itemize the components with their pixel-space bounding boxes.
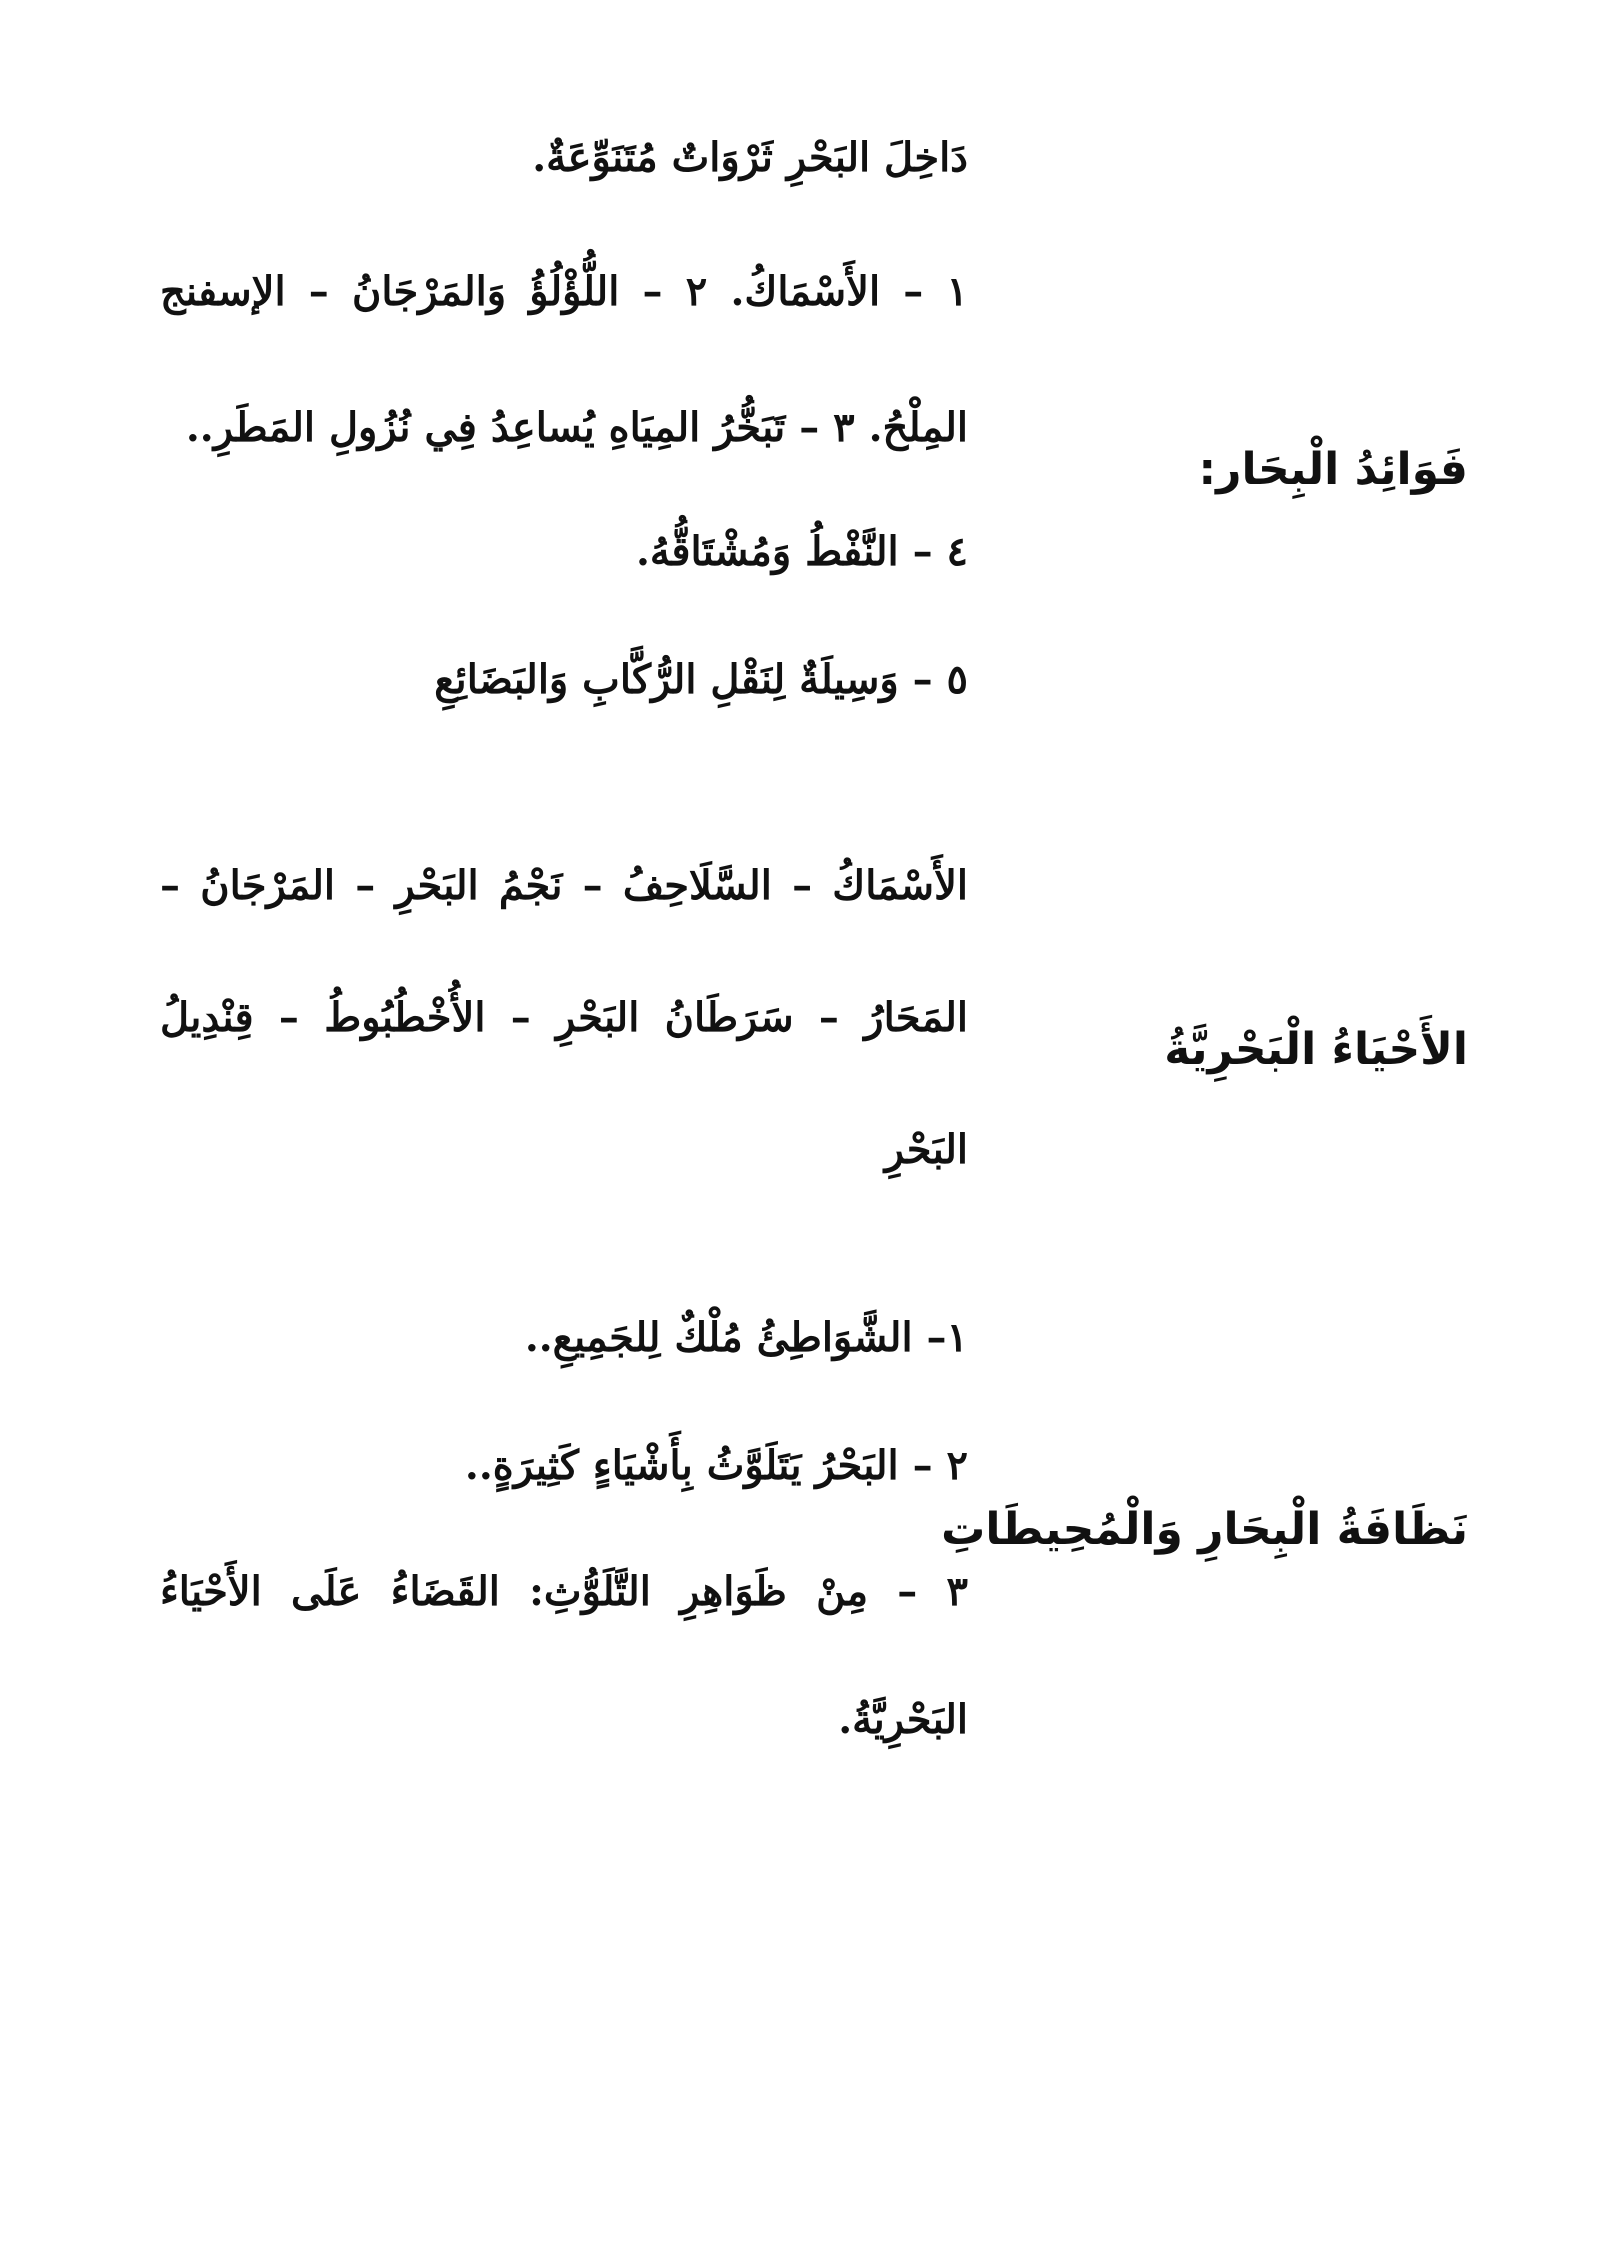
section-heading-sea-cleanliness: نَظَافَةُ الْبِحَارِ وَالْمُحِيطَاتِ <box>941 1504 1468 1555</box>
sea-benefits-line-4: ٥ – وَسِيلَةٌ لِنَقْلِ الرُّكَّابِ وَالبَضَائِعِ <box>434 656 968 703</box>
sea-cleanliness-line-3: ٣ – مِنْ ظَوَاهِرِ التَّلَوُّثِ: القَضَاءُ عَلَى الأَحْيَاءُ <box>160 1568 968 1615</box>
sea-cleanliness-line-4: البَحْرِيَّةُ. <box>838 1696 968 1743</box>
sea-benefits-line-3: ٤ – النَّفْطُ وَمُشْتَاقُّهُ. <box>635 528 968 575</box>
sea-benefits-line-2: المِلْحُ. ٣ – تَبَخُّرُ المِيَاهِ يُساعِدُ فِي نُزُولِ المَطَرِ.. <box>185 404 968 451</box>
marine-life-line-2: المَحَارُ – سَرَطَانُ البَحْرِ – الأُخْطُبُوطُ – قِنْدِيلُ <box>160 994 968 1041</box>
sea-cleanliness-line-2: ٢ – البَحْرُ يَتَلَوَّثُ بِأَشْيَاءٍ كَثِيرَةٍ.. <box>464 1442 968 1489</box>
intro-line: دَاخِلَ البَحْرِ ثَرْوَاتٌ مُتَنَوِّعَةٌ. <box>532 134 968 181</box>
marine-life-line-3: البَحْرِ <box>884 1126 968 1173</box>
sea-benefits-line-1: ١ – الأَسْمَاكُ. ٢ – اللُّؤْلُؤُ وَالمَرْجَانُ – الإسفنج <box>160 268 968 315</box>
marine-life-line-1: الأَسْمَاكُ – السَّلَاحِفُ – نَجْمُ البَحْرِ – المَرْجَانُ – <box>160 862 968 909</box>
section-heading-sea-benefits: فَوَائِدُ الْبِحَار: <box>1198 444 1468 495</box>
section-heading-marine-life: الأَحْيَاءُ الْبَحْرِيَّةُ <box>1164 1024 1468 1075</box>
sea-cleanliness-line-1: ١– الشَّوَاطِئُ مُلْكٌ لِلجَمِيعِ.. <box>524 1314 968 1361</box>
